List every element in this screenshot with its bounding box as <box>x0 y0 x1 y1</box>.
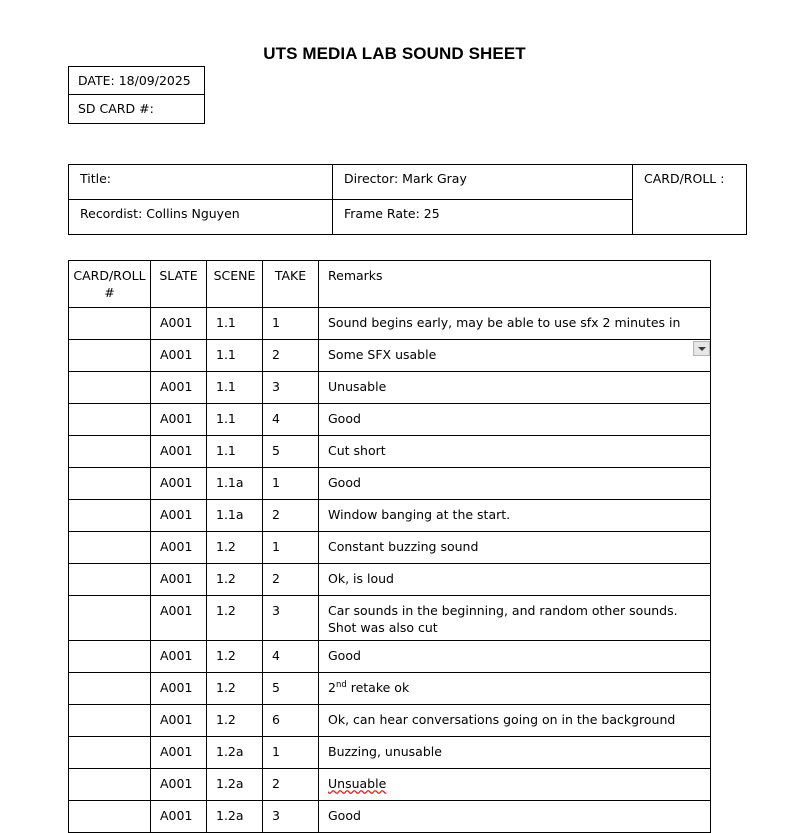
cell-take[interactable]: 4 <box>263 641 319 673</box>
cell-card-roll[interactable] <box>69 737 151 769</box>
cell-take[interactable]: 3 <box>263 801 319 833</box>
table-row <box>69 564 711 596</box>
cell-slate[interactable]: A001 <box>151 596 207 641</box>
log-table-body <box>69 308 711 833</box>
cell-take[interactable]: 1 <box>263 468 319 500</box>
cell-scene[interactable]: 1.2a <box>207 801 263 833</box>
table-row <box>69 468 711 500</box>
table-row <box>69 801 711 833</box>
cell-slate[interactable]: A001 <box>151 673 207 705</box>
cell-remarks[interactable]: Ok, can hear conversations going on in the background <box>319 705 711 737</box>
cell-scene[interactable]: 1.2a <box>207 769 263 801</box>
cell-slate[interactable]: A001 <box>151 769 207 801</box>
cell-take[interactable]: 3 <box>263 372 319 404</box>
cell-remarks[interactable]: Sound begins early, may be able to use sfx 2 minutes in <box>319 308 711 340</box>
column-header-card-roll: CARD/ROLL # <box>69 261 151 308</box>
cell-slate[interactable]: A001 <box>151 564 207 596</box>
cell-take[interactable]: 2 <box>263 769 319 801</box>
table-row <box>69 532 711 564</box>
table-row <box>69 340 711 372</box>
cell-remarks[interactable]: Good <box>319 641 711 673</box>
cell-card-roll[interactable] <box>69 801 151 833</box>
table-row <box>69 641 711 673</box>
cell-take[interactable]: 2 <box>263 340 319 372</box>
cell-take[interactable]: 1 <box>263 737 319 769</box>
page-title: UTS MEDIA LAB SOUND SHEET <box>263 44 526 63</box>
table-row <box>69 596 711 641</box>
frame-rate-field[interactable]: Frame Rate: 25 <box>333 200 633 235</box>
cell-card-roll[interactable] <box>69 596 151 641</box>
remarks-superscript: nd <box>335 679 347 690</box>
table-row <box>69 705 711 737</box>
table-row <box>69 500 711 532</box>
cell-take[interactable]: 5 <box>263 673 319 705</box>
cell-remarks[interactable]: Constant buzzing sound <box>319 532 711 564</box>
cell-scene[interactable]: 1.2 <box>207 532 263 564</box>
cell-slate[interactable]: A001 <box>151 641 207 673</box>
date-field[interactable]: DATE: 18/09/2025 <box>69 67 204 95</box>
cell-remarks[interactable]: Some SFX usable <box>319 340 711 372</box>
table-row <box>69 436 711 468</box>
cell-card-roll[interactable] <box>69 468 151 500</box>
cell-card-roll[interactable] <box>69 372 151 404</box>
cell-scene[interactable]: 1.1 <box>207 404 263 436</box>
cell-remarks[interactable]: Good <box>319 468 711 500</box>
cell-remarks[interactable]: Car sounds in the beginning, and random other sounds. Shot was also cut <box>319 596 711 641</box>
sound-log-table <box>68 260 711 833</box>
cell-scene[interactable]: 1.2 <box>207 705 263 737</box>
chevron-down-glyph <box>698 347 706 351</box>
cell-card-roll[interactable] <box>69 308 151 340</box>
cell-scene[interactable]: 1.2 <box>207 673 263 705</box>
date-info-box <box>68 66 205 124</box>
cell-card-roll[interactable] <box>69 340 151 372</box>
cell-scene[interactable]: 1.2 <box>207 564 263 596</box>
table-row <box>69 769 711 801</box>
table-row <box>69 404 711 436</box>
cell-slate[interactable]: A001 <box>151 372 207 404</box>
cell-take[interactable]: 5 <box>263 436 319 468</box>
cell-card-roll[interactable] <box>69 705 151 737</box>
table-row <box>69 737 711 769</box>
cell-slate[interactable]: A001 <box>151 737 207 769</box>
cell-remarks[interactable]: Buzzing, unusable <box>319 737 711 769</box>
cell-remarks[interactable]: Unusable <box>319 372 711 404</box>
cell-take[interactable]: 2 <box>263 564 319 596</box>
title-field[interactable]: Title: <box>69 165 333 200</box>
cell-scene[interactable]: 1.1 <box>207 436 263 468</box>
table-row <box>69 673 711 705</box>
log-table-header-row <box>69 261 711 308</box>
cell-slate[interactable]: A001 <box>151 532 207 564</box>
cell-slate[interactable]: A001 <box>151 308 207 340</box>
cell-scene[interactable]: 1.1 <box>207 372 263 404</box>
cell-slate[interactable]: A001 <box>151 801 207 833</box>
cell-scene[interactable]: 1.1a <box>207 468 263 500</box>
cell-card-roll[interactable] <box>69 532 151 564</box>
column-header-take: TAKE <box>263 261 319 308</box>
cell-scene[interactable]: 1.2a <box>207 737 263 769</box>
spell-error-text[interactable]: Unsuable <box>328 776 387 791</box>
table-row <box>69 308 711 340</box>
sd-card-field[interactable]: SD CARD #: <box>78 101 154 116</box>
cell-card-roll[interactable] <box>69 436 151 468</box>
recordist-field[interactable]: Recordist: Collins Nguyen <box>69 200 333 235</box>
cell-remarks[interactable] <box>319 769 711 801</box>
cell-card-roll[interactable] <box>69 564 151 596</box>
column-header-slate: SLATE <box>151 261 207 308</box>
cell-slate[interactable]: A001 <box>151 404 207 436</box>
cell-card-roll[interactable] <box>69 673 151 705</box>
director-field[interactable]: Director: Mark Gray <box>333 165 633 200</box>
cell-scene[interactable]: 1.1 <box>207 308 263 340</box>
card-roll-field[interactable]: CARD/ROLL : <box>633 165 747 235</box>
cell-scene[interactable]: 1.1 <box>207 340 263 372</box>
table-row <box>69 372 711 404</box>
cell-scene[interactable]: 1.2 <box>207 596 263 641</box>
cell-card-roll[interactable] <box>69 404 151 436</box>
cell-take[interactable]: 3 <box>263 596 319 641</box>
cell-slate[interactable]: A001 <box>151 705 207 737</box>
cell-remarks[interactable]: Cut short <box>319 436 711 468</box>
column-header-remarks: Remarks <box>319 261 711 308</box>
cell-take[interactable]: 1 <box>263 308 319 340</box>
cell-card-roll[interactable] <box>69 500 151 532</box>
column-header-scene: SCENE <box>207 261 263 308</box>
cell-scene[interactable]: 1.1a <box>207 500 263 532</box>
cell-scene[interactable]: 1.2 <box>207 641 263 673</box>
info-table-row <box>69 165 747 200</box>
cell-slate[interactable]: A001 <box>151 340 207 372</box>
chevron-down-icon[interactable] <box>693 341 710 356</box>
cell-remarks[interactable]: Good <box>319 404 711 436</box>
cell-remarks[interactable]: Ok, is loud <box>319 564 711 596</box>
cell-take[interactable]: 2 <box>263 500 319 532</box>
production-info-table <box>68 164 747 235</box>
cell-take[interactable]: 4 <box>263 404 319 436</box>
cell-remarks[interactable]: 2nd retake ok <box>319 673 711 705</box>
cell-slate[interactable]: A001 <box>151 436 207 468</box>
cell-take[interactable]: 1 <box>263 532 319 564</box>
cell-remarks[interactable]: Window banging at the start. <box>319 500 711 532</box>
cell-slate[interactable]: A001 <box>151 500 207 532</box>
cell-take[interactable]: 6 <box>263 705 319 737</box>
cell-slate[interactable]: A001 <box>151 468 207 500</box>
cell-card-roll[interactable] <box>69 769 151 801</box>
cell-remarks[interactable]: Good <box>319 801 711 833</box>
cell-card-roll[interactable] <box>69 641 151 673</box>
